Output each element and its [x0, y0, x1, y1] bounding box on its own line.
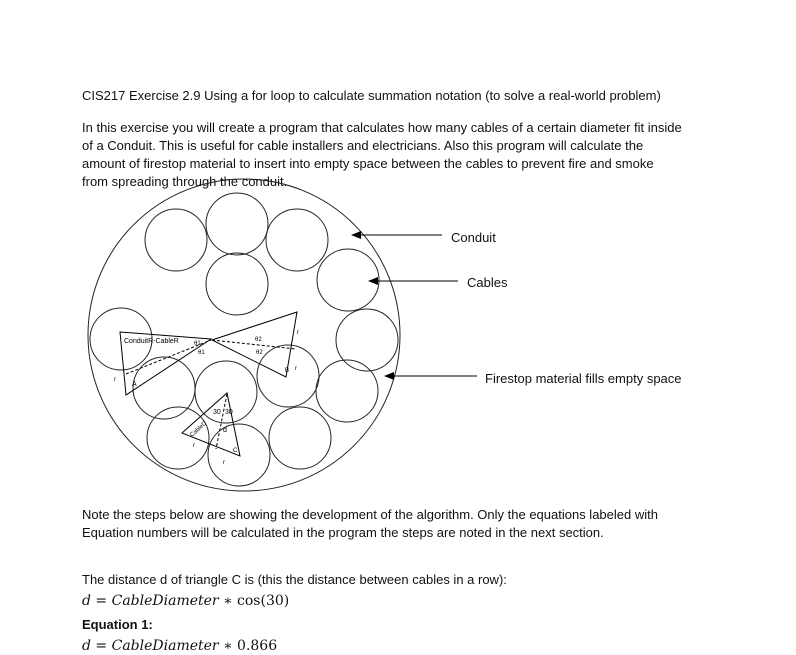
- triangle-b-r2: r: [295, 366, 297, 372]
- cable-circle: [145, 209, 207, 271]
- note-line: Equation numbers will be calculated in the program the steps are noted in the next section.: [82, 525, 604, 540]
- intro-line: of a Conduit. This is useful for cable installers and electricians. Also this program will calculate the: [82, 138, 644, 153]
- triangle-b-r1: r: [297, 330, 299, 336]
- cable-circle: [133, 357, 195, 419]
- triangle-c-d: d: [223, 427, 227, 434]
- eq-operator: ∗: [218, 593, 238, 609]
- equation-cos: [82, 593, 289, 609]
- eq-variable: CableDiameter: [111, 593, 219, 609]
- cable-circle: [336, 309, 398, 371]
- triangle-c-side-label: CableD: [189, 420, 209, 439]
- cable-circle: [206, 193, 268, 255]
- eq-operator: ∗: [218, 638, 238, 654]
- cables-label: Cables: [467, 275, 508, 290]
- intro-line: from spreading through the conduit.: [82, 174, 288, 189]
- firestop-label: Firestop material fills empty space: [485, 371, 682, 386]
- equation-1: [82, 638, 277, 654]
- distance-description: The distance d of triangle C is (this the distance between cables in a row):: [82, 572, 507, 587]
- triangle-b-bisector: [212, 340, 296, 349]
- triangle-b-theta2: θ2: [255, 337, 262, 343]
- triangle-a-theta1: θ1: [194, 341, 201, 347]
- note-paragraph: [82, 506, 722, 542]
- eq-equals: =: [90, 638, 112, 654]
- eq-variable: CableDiameter: [111, 638, 219, 654]
- note-line: Note the steps below are showing the development of the algorithm. Only the equations labeled with: [82, 507, 658, 522]
- triangle-a-r: r: [114, 377, 116, 383]
- triangle-a-side-label: ConduitR-CableR: [124, 338, 179, 345]
- triangle-c-vertex: C: [233, 448, 238, 454]
- triangle-a-theta1b: θ1: [198, 350, 205, 356]
- intro-line: amount of firestop material to insert into empty space between the cables to prevent fire and smoke: [82, 156, 654, 171]
- triangle-a-vertex: A: [132, 381, 137, 388]
- eq-lhs: d: [82, 593, 91, 609]
- eq-lhs: d: [82, 638, 91, 654]
- cable-circle: [257, 345, 319, 407]
- exercise-title: CIS217 Exercise 2.9 Using a for loop to calculate summation notation (to solve a real-world problem): [82, 88, 661, 103]
- equation-1-label: Equation 1:: [82, 617, 153, 632]
- triangle-c-angle2: 30: [225, 409, 233, 416]
- eq-rhs: cos(30): [237, 593, 290, 609]
- triangle-c-r2: r: [223, 460, 225, 466]
- cable-circle: [266, 209, 328, 271]
- eq-equals: =: [90, 593, 112, 609]
- cable-circle: [208, 424, 270, 486]
- triangle-c-angle1: 30: [213, 409, 221, 416]
- cable-circle: [147, 407, 209, 469]
- triangle-b-vertex: B: [285, 368, 290, 374]
- conduit-circle: [88, 179, 400, 491]
- cable-circle: [317, 249, 379, 311]
- triangle-c-r1: r: [193, 443, 195, 449]
- intro-line: In this exercise you will create a program that calculates how many cables of a certain diameter fit inside: [82, 120, 682, 135]
- cable-circle: [206, 253, 268, 315]
- cable-circle: [269, 407, 331, 469]
- conduit-label: Conduit: [451, 230, 496, 245]
- triangle-b-theta2b: θ2: [256, 350, 263, 356]
- cable-circle: [316, 360, 378, 422]
- eq-rhs: 0.866: [237, 638, 278, 654]
